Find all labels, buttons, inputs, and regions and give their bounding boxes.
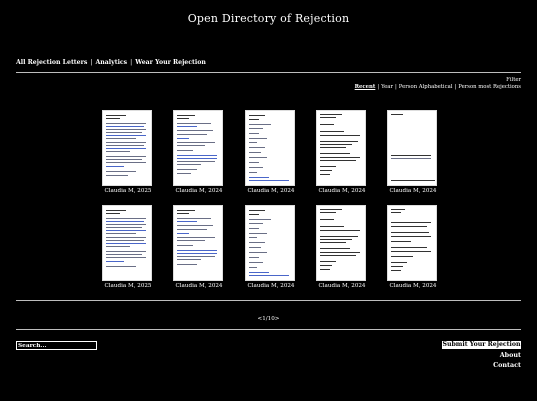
letter-text-line xyxy=(391,158,431,159)
letter-text-line xyxy=(391,262,407,263)
letter-text-line xyxy=(391,266,403,267)
contact-link[interactable]: Contact xyxy=(493,361,521,369)
letter-text-line xyxy=(106,227,142,228)
letter-text-line xyxy=(320,117,336,118)
letter-text-line xyxy=(391,270,401,271)
letter-text-line xyxy=(320,157,360,158)
letter-text-line xyxy=(320,242,346,243)
letter-text-line xyxy=(320,239,352,240)
top-nav xyxy=(16,59,206,66)
letter-text-line xyxy=(320,131,344,132)
letter-thumbnail[interactable] xyxy=(245,205,295,281)
letter-text-line xyxy=(177,237,215,238)
filter-separator: | xyxy=(454,84,457,90)
letter-text-line xyxy=(106,145,144,146)
submit-rejection-button[interactable]: Submit Your Rejection xyxy=(442,341,521,348)
letter-thumbnail[interactable] xyxy=(387,205,437,281)
letter-text-line xyxy=(177,210,195,211)
letter-text-line xyxy=(106,246,130,247)
letter-text-line xyxy=(106,166,124,167)
letter-text-line xyxy=(391,256,413,257)
letter-text-line xyxy=(249,124,271,125)
letter-text-line xyxy=(177,138,189,139)
letter-text-line xyxy=(249,180,289,181)
letter-text-line xyxy=(177,250,217,251)
letter-text-line xyxy=(106,233,136,234)
letter-text-line xyxy=(391,226,427,227)
filter-separator: | xyxy=(395,84,397,90)
letter-text-line xyxy=(177,126,197,127)
letter-caption: Claudia M, 2024 xyxy=(318,188,366,194)
letter-text-line xyxy=(106,175,128,176)
letter-text-line xyxy=(249,142,257,143)
letter-text-line xyxy=(320,219,334,220)
letter-text-line xyxy=(106,230,146,231)
letter-text-line xyxy=(249,115,265,116)
letter-text-line xyxy=(249,252,267,253)
letter-text-line xyxy=(249,157,267,158)
search-input[interactable] xyxy=(16,341,97,350)
letter-text-line xyxy=(320,144,352,145)
letter-text-line xyxy=(391,241,411,242)
letter-text-line xyxy=(249,152,261,153)
letter-text-line xyxy=(320,252,360,253)
letter-text-line xyxy=(249,219,271,220)
letter-text-line xyxy=(320,248,350,249)
letter-text-line xyxy=(249,223,263,224)
filter-panel xyxy=(355,77,521,91)
letter-text-line xyxy=(391,212,401,213)
letter-text-line xyxy=(106,115,126,116)
filter-option-recent[interactable]: Recent xyxy=(354,84,376,90)
letter-text-line xyxy=(106,118,120,119)
pagination[interactable]: <1/10> xyxy=(257,316,280,322)
letter-text-line xyxy=(106,159,142,160)
letter-text-line xyxy=(177,173,191,174)
letter-text-line xyxy=(249,162,259,163)
letter-thumbnail[interactable] xyxy=(173,110,223,186)
letter-text-line xyxy=(249,210,265,211)
footer-divider xyxy=(16,329,521,330)
letter-text-line xyxy=(177,142,215,143)
letter-text-line xyxy=(177,161,215,162)
letter-text-line xyxy=(249,119,259,120)
letter-text-line xyxy=(391,114,403,115)
letter-text-line xyxy=(391,180,435,181)
letter-text-line xyxy=(177,245,193,246)
letter-caption: Claudia M, 2025 xyxy=(104,188,152,194)
grid-divider xyxy=(16,300,521,301)
letter-text-line xyxy=(177,150,193,151)
letter-text-line xyxy=(106,148,146,149)
letter-text-line xyxy=(106,266,136,267)
letter-text-line xyxy=(249,233,267,234)
letter-caption: Claudia M, 2024 xyxy=(318,283,366,289)
letter-text-line xyxy=(320,265,332,266)
letter-caption: Claudia M, 2024 xyxy=(175,283,223,289)
letter-text-line xyxy=(249,257,259,258)
letter-thumbnail[interactable] xyxy=(316,110,366,186)
letter-text-line xyxy=(106,129,146,130)
letter-text-line xyxy=(320,147,346,148)
filter-option-person-most-rejections[interactable]: Person most Rejections xyxy=(458,84,521,90)
letter-thumbnail[interactable] xyxy=(387,110,437,186)
filter-option-person-alphabetical[interactable]: Person Alphabetical xyxy=(398,84,453,90)
letter-text-line xyxy=(106,123,146,124)
letter-text-line xyxy=(249,133,259,134)
letter-text-line xyxy=(391,155,431,156)
letter-text-line xyxy=(320,212,336,213)
letter-text-line xyxy=(106,240,144,241)
letter-caption: Claudia M, 2024 xyxy=(175,188,223,194)
letter-text-line xyxy=(249,267,257,268)
letter-text-line xyxy=(320,255,356,256)
letter-text-line xyxy=(106,218,146,219)
letter-text-line xyxy=(249,177,269,178)
letter-text-line xyxy=(320,261,336,262)
letter-text-line xyxy=(249,214,259,215)
letter-text-line xyxy=(320,114,342,115)
letter-text-line xyxy=(177,118,189,119)
letter-text-line xyxy=(177,253,217,254)
letter-text-line xyxy=(320,226,344,227)
letter-text-line xyxy=(106,132,142,133)
letter-text-line xyxy=(249,147,265,148)
letter-text-line xyxy=(177,256,215,257)
letter-text-line xyxy=(320,174,330,175)
letter-text-line xyxy=(106,138,136,139)
letter-caption: Claudia M, 2024 xyxy=(389,188,437,194)
letter-text-line xyxy=(320,124,334,125)
letter-text-line xyxy=(177,130,213,131)
letter-text-line xyxy=(106,261,124,262)
nav-wear-your-rejection[interactable]: Wear Your Rejection xyxy=(135,59,206,66)
letter-text-line xyxy=(320,236,358,237)
filter-options xyxy=(355,84,521,91)
letter-text-line xyxy=(391,209,405,210)
letter-caption: Claudia M, 2024 xyxy=(389,283,437,289)
letter-text-line xyxy=(249,272,269,273)
letter-text-line xyxy=(249,262,263,263)
filter-option-year[interactable]: Year xyxy=(381,84,393,90)
letter-text-line xyxy=(177,115,195,116)
letter-text-line xyxy=(320,141,358,142)
nav-all-rejection-letters[interactable]: All Rejection Letters xyxy=(16,59,88,66)
letter-text-line xyxy=(106,156,146,157)
letter-text-line xyxy=(249,242,265,243)
letter-text-line xyxy=(177,164,201,165)
letter-text-line xyxy=(249,167,263,168)
letter-text-line xyxy=(177,240,205,241)
letter-text-line xyxy=(177,259,201,260)
about-link[interactable]: About xyxy=(499,351,521,359)
nav-separator: | xyxy=(130,59,133,66)
letter-text-line xyxy=(106,126,144,127)
letter-text-line xyxy=(320,209,342,210)
letter-text-line xyxy=(177,225,213,226)
letter-text-line xyxy=(177,218,211,219)
letter-text-line xyxy=(177,134,207,135)
letter-text-line xyxy=(177,233,189,234)
letter-text-line xyxy=(320,230,360,231)
letter-text-line xyxy=(320,153,350,154)
letter-thumbnail[interactable] xyxy=(102,110,152,186)
letter-text-line xyxy=(106,135,146,136)
letter-text-line xyxy=(320,170,332,171)
filter-label: Filter xyxy=(506,77,521,83)
letter-text-line xyxy=(249,138,267,139)
letter-text-line xyxy=(320,135,360,136)
letter-text-line xyxy=(177,221,197,222)
letter-text-line xyxy=(391,247,427,248)
letter-text-line xyxy=(106,224,146,225)
letter-text-line xyxy=(249,247,261,248)
letter-text-line xyxy=(106,142,146,143)
letter-thumbnail[interactable] xyxy=(245,110,295,186)
letter-text-line xyxy=(177,169,197,170)
letter-text-line xyxy=(106,243,146,244)
letter-text-line xyxy=(249,275,289,276)
letter-thumbnail[interactable] xyxy=(173,205,223,281)
letter-text-line xyxy=(320,269,330,270)
header-divider xyxy=(16,72,521,73)
letter-text-line xyxy=(106,254,142,255)
letter-text-line xyxy=(391,232,429,233)
letter-text-line xyxy=(106,221,144,222)
letter-text-line xyxy=(320,160,356,161)
letter-thumbnail[interactable] xyxy=(102,205,152,281)
letter-text-line xyxy=(177,155,217,156)
letter-caption: Claudia M, 2024 xyxy=(247,283,295,289)
letter-text-line xyxy=(106,210,126,211)
letter-caption: Claudia M, 2025 xyxy=(104,283,152,289)
letter-text-line xyxy=(177,158,217,159)
letter-text-line xyxy=(320,166,336,167)
letter-text-line xyxy=(177,229,207,230)
nav-analytics[interactable]: Analytics xyxy=(95,59,128,66)
letter-text-line xyxy=(106,257,146,258)
nav-separator: | xyxy=(90,59,93,66)
letter-text-line xyxy=(177,123,211,124)
letter-text-line xyxy=(106,151,130,152)
letter-text-line xyxy=(249,128,263,129)
letter-text-line xyxy=(391,222,431,223)
letter-text-line xyxy=(177,264,197,265)
letter-text-line xyxy=(106,251,146,252)
letter-text-line xyxy=(391,236,431,237)
letter-text-line xyxy=(106,213,120,214)
letter-text-line xyxy=(106,162,146,163)
letter-text-line xyxy=(249,172,257,173)
letter-text-line xyxy=(249,237,257,238)
letter-text-line xyxy=(391,251,431,252)
letter-text-line xyxy=(177,213,189,214)
letter-caption: Claudia M, 2024 xyxy=(247,188,295,194)
letter-thumbnail[interactable] xyxy=(316,205,366,281)
letter-text-line xyxy=(249,228,259,229)
site-title: Open Directory of Rejection xyxy=(187,12,350,25)
letter-text-line xyxy=(106,237,146,238)
letter-text-line xyxy=(177,145,205,146)
letter-text-line xyxy=(106,171,136,172)
filter-separator: | xyxy=(377,84,380,90)
